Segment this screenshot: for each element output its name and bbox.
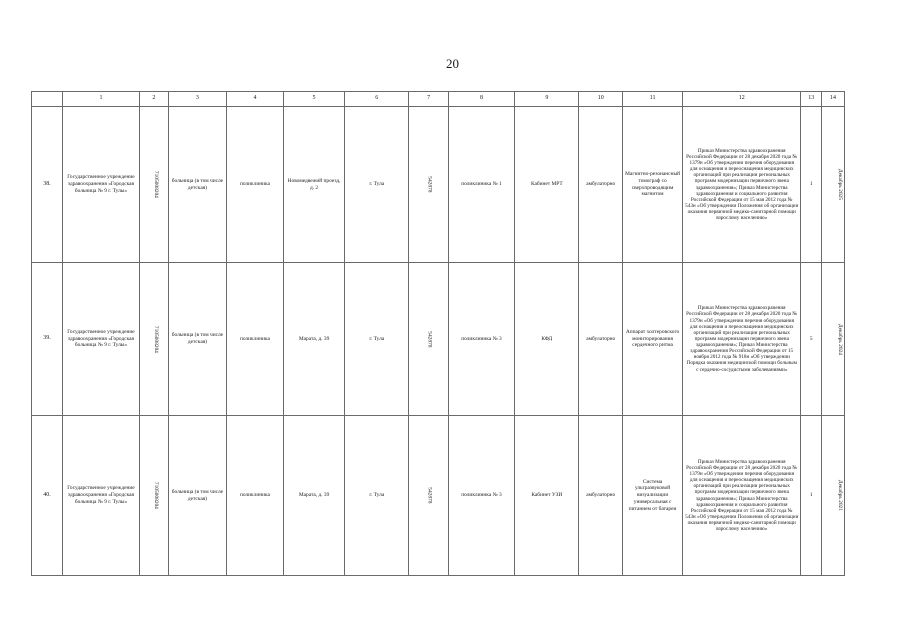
header-cell: 1 [63,92,140,107]
header-cell: 11 [623,92,683,107]
oktmo-cell [409,107,448,263]
header-cell: 8 [448,92,514,107]
date-text: Декабрь 2024 [837,323,843,355]
table-row [32,107,845,263]
address-cell: Новомедвежий проезд, д. 2 [283,107,344,263]
code-cell [139,263,168,416]
header-cell: 10 [579,92,623,107]
department-cell: поликлиника [226,107,283,263]
address-cell: Марата, д. 39 [283,263,344,416]
date-text: Декабрь 2025 [837,168,843,201]
header-cell: 4 [226,92,283,107]
equipment-cell: Аппарат холтеровского мониторирования сердечного ритма [623,263,683,416]
header-cell: 12 [683,92,801,107]
legal-basis-cell: Приказ Министерства здравоохранения Российской Федерации от 28 декабря 2020 года № 1379н «Об утверждении перечня оборудования для оснащения и переоснащения медицинских организаций при реализации региональных программ модернизации первичного звена здравоохранения»; Приказ Министерства здравоохранения и социального развития Российской Федерации от 15 мая 2012 года № 543н «Об утверждении Положения об организации оказания первичной медико-санитарной помощи взрослому населению» [683,416,801,576]
date-cell [822,416,845,576]
date-cell [822,263,845,416]
equipment-cell: Система ультразвуковой визуализации универсальная с питанием от батареи [623,416,683,576]
facility-type-cell: больница (в том числе детская) [168,107,226,263]
quantity-cell: 5 [801,263,822,416]
quantity-cell: 1 [801,107,822,263]
table-row [32,416,845,576]
facility-type-cell: больница (в том числе детская) [168,416,226,576]
column-number-row [32,92,845,107]
city-cell: г. Тула [345,107,409,263]
code-text: 7105008204 [152,171,159,198]
row-number: 39. [32,263,63,416]
oktmo-cell [409,416,448,576]
oktmo-text: 542878 [425,176,432,193]
header-cell: 9 [515,92,579,107]
unit-cell: поликлиника № 3 [448,416,514,576]
department-cell: поликлиника [226,416,283,576]
care-type-cell: амбулаторно [579,107,623,263]
oktmo-cell [409,263,448,416]
facility-type-cell: больница (в том числе детская) [168,263,226,416]
header-cell: 14 [822,92,845,107]
row-number: 38. [32,107,63,263]
date-cell [822,107,845,263]
oktmo-text: 542878 [425,487,432,504]
header-cell: 2 [139,92,168,107]
quantity-cell: 1 [801,416,822,576]
organization-cell: Государственное учреждение здравоохранения «Городская больница № 9 г. Тулы» [63,263,140,416]
header-cell: 6 [345,92,409,107]
room-cell: КФД [515,263,579,416]
date-text: Декабрь 2021 [837,479,843,512]
header-cell-blank [32,92,63,107]
header-cell: 5 [283,92,344,107]
unit-cell: поликлиника № 1 [448,107,514,263]
header-cell: 7 [409,92,448,107]
header-cell: 3 [168,92,226,107]
table-row [32,263,845,416]
code-text: 7105008204 [152,482,159,509]
room-cell: Кабинет УЗИ [515,416,579,576]
code-cell [139,416,168,576]
organization-cell: Государственное учреждение здравоохранения «Городская больница № 9 г. Тулы» [63,416,140,576]
header-cell: 13 [801,92,822,107]
city-cell: г. Тула [345,263,409,416]
legal-basis-cell: Приказ Министерства здравоохранения Российской Федерации от 28 декабря 2020 года № 1379н «Об утверждении перечня оборудования для оснащения и переоснащения медицинских организаций при реализации региональных программ модернизации первичного звена здравоохранения»; Приказ Министерства здравоохранения Российской Федерации от 15 ноября 2012 года № 918н «Об утверждении Порядка оказания медицинской помощи больным с сердечно-сосудистыми заболеваниями» [683,263,801,416]
care-type-cell: амбулаторно [579,416,623,576]
care-type-cell: амбулаторно [579,263,623,416]
organization-cell: Государственное учреждение здравоохранения «Городская больница № 9 г. Тулы» [63,107,140,263]
department-cell: поликлиника [226,263,283,416]
equipment-cell: Магнитно-резонансный томограф со сверхпроводящим магнитом [623,107,683,263]
code-cell [139,107,168,263]
row-number: 40. [32,416,63,576]
page-number: 20 [446,56,459,71]
code-text: 7105008204 [152,325,159,353]
address-cell: Марата, д. 39 [283,416,344,576]
unit-cell: поликлиника № 3 [448,263,514,416]
legal-basis-cell: Приказ Министерства здравоохранения Российской Федерации от 28 декабря 2020 года № 1379н «Об утверждении перечня оборудования для оснащения и переоснащения медицинских организаций при реализации региональных программ модернизации первичного звена здравоохранения»; Приказ Министерства здравоохранения и социального развития Российской Федерации от 15 мая 2012 года № 543н «Об утверждении Положения об организации оказания первичной медико-санитарной помощи взрослому населению» [683,107,801,263]
equipment-table [31,91,845,576]
city-cell: г. Тула [345,416,409,576]
room-cell: Кабинет МРТ [515,107,579,263]
oktmo-text: 542878 [425,330,432,348]
